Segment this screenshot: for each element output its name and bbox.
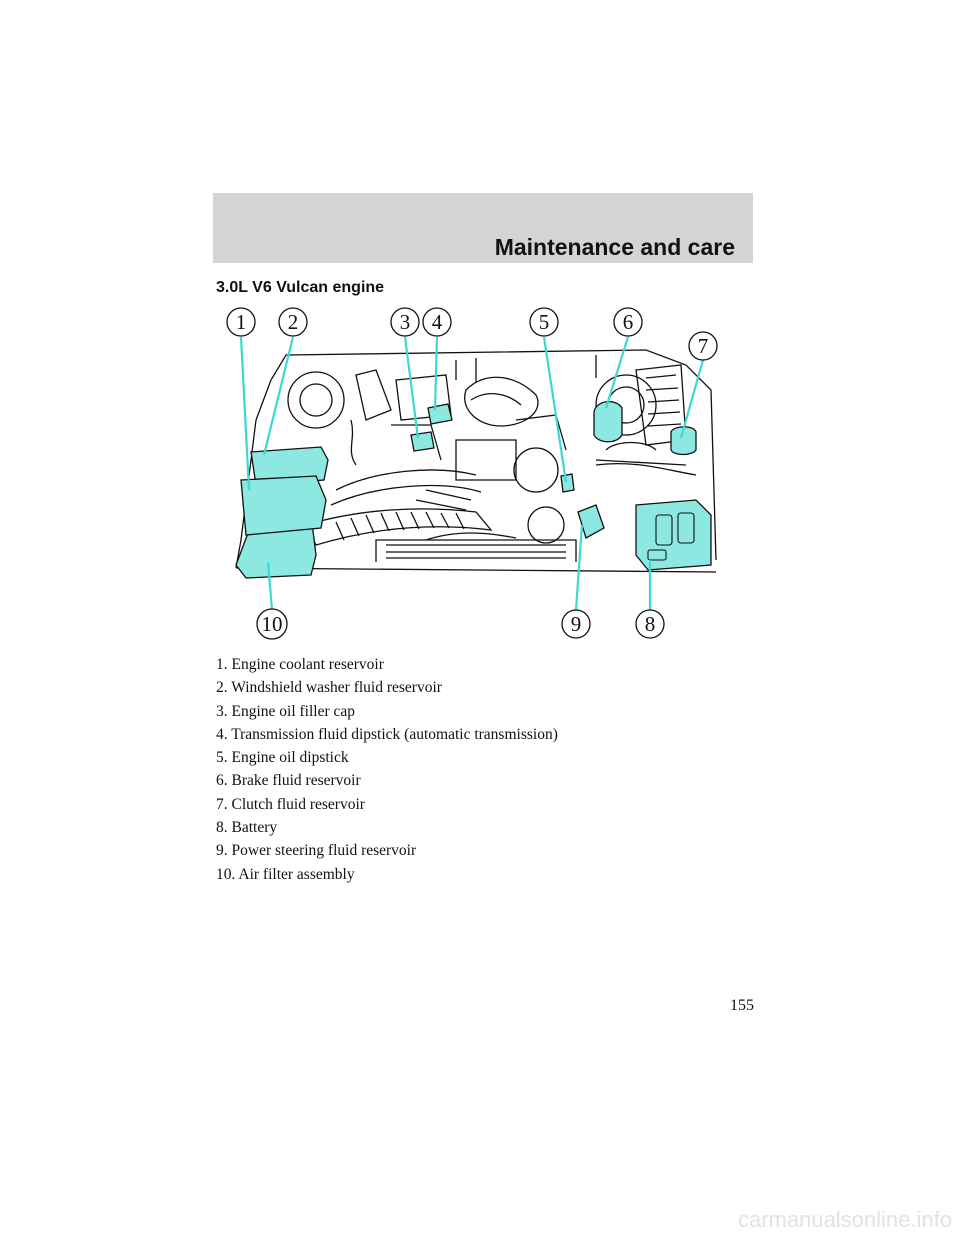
callout-label-6: 6: [622, 310, 634, 334]
header-band: [213, 193, 753, 263]
transmission-dipstick: [428, 404, 452, 424]
legend-item: 6. Brake fluid reservoir: [216, 772, 361, 790]
oil-filler-cap: [411, 432, 434, 451]
page-number: 155: [730, 997, 754, 1014]
legend-item: 4. Transmission fluid dipstick (automatic transmission): [216, 725, 558, 743]
battery: [636, 500, 711, 570]
callout-label-4: 4: [431, 310, 443, 334]
callout-label-2: 2: [287, 310, 299, 334]
callout-label-5: 5: [538, 310, 550, 334]
legend-item: 2. Windshield washer fluid reservoir: [216, 679, 442, 697]
legend-item: 5. Engine oil dipstick: [216, 749, 349, 767]
legend-item: 9. Power steering fluid reservoir: [216, 842, 417, 860]
section-title: Maintenance and care: [494, 234, 735, 260]
callout-label-9: 9: [570, 612, 582, 636]
callout-label-8: 8: [644, 612, 656, 636]
component-legend: [216, 653, 558, 886]
legend-item: 3. Engine oil filler cap: [216, 702, 356, 720]
callout-label-7: 7: [697, 334, 709, 358]
coolant-reservoir: [241, 476, 326, 535]
legend-item: 1. Engine coolant reservoir: [216, 656, 384, 673]
legend-item: 7. Clutch fluid reservoir: [216, 795, 365, 813]
engine-compartment-diagram: [216, 300, 736, 650]
legend-item: 10. Air filter assembly: [216, 865, 355, 883]
engine-heading: 3.0L V6 Vulcan engine: [216, 279, 385, 296]
callout-label-10: 10: [261, 612, 283, 636]
brake-fluid-reservoir: [594, 402, 622, 442]
watermark: carmanualsonline.info: [737, 1207, 952, 1232]
oil-dipstick: [561, 474, 574, 492]
callout-label-1: 1: [235, 310, 247, 334]
callout-label-3: 3: [399, 310, 411, 334]
legend-item: 8. Battery: [216, 819, 278, 837]
